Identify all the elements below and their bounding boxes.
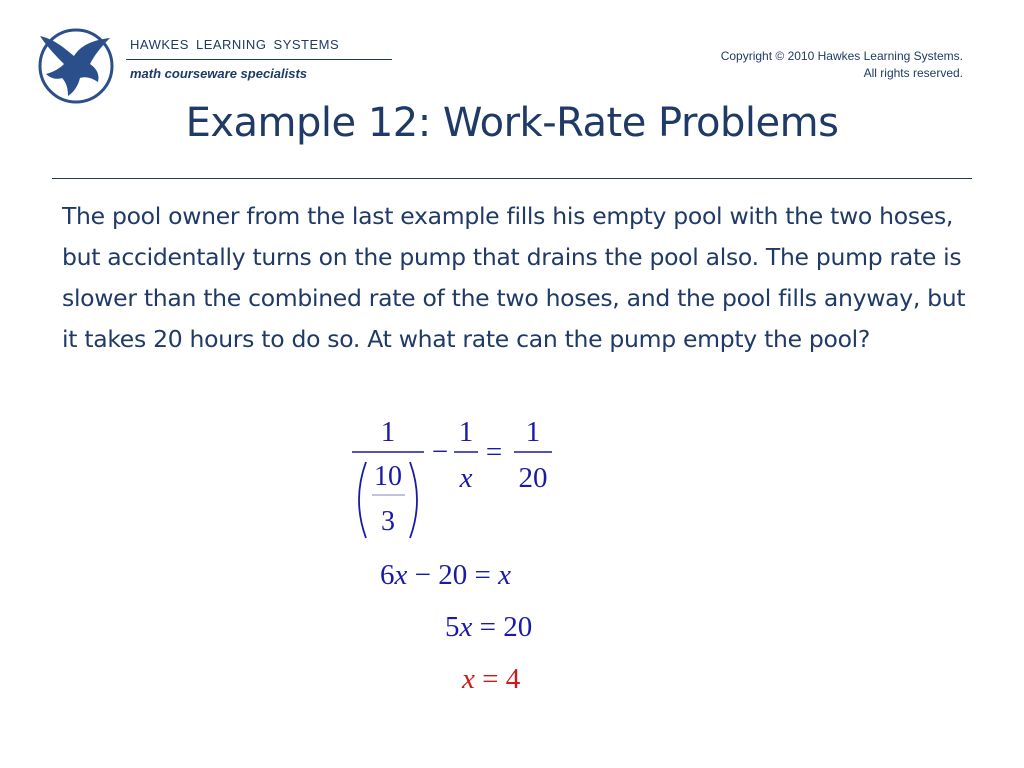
eq1-second-numerator: 1 [458,416,474,448]
answer-variable: x [462,663,475,695]
slide-title: Example 12: Work-Rate Problems [185,100,839,146]
eq3-operator: = 20 [472,611,533,643]
eq3-variable: x [459,611,473,643]
brand-name: HAWKES LEARNING SYSTEMS [130,37,340,52]
eq1-second-denominator: x [459,462,473,494]
eq2-rhs-variable: x [498,559,511,591]
equation-3 [445,611,532,643]
eq3-coefficient: 5 [445,611,460,643]
copyright-line-2: All rights reserved. [863,66,963,80]
right-paren [410,462,417,538]
equation-2 [380,559,511,591]
eq1-minus-sign: − [431,436,449,468]
eq1-right-denominator: 20 [518,462,548,494]
equation-1 [352,416,552,538]
eq2-variable: x [394,559,408,591]
eq1-right-numerator: 1 [525,416,541,448]
copyright-line-1: Copyright © 2010 Hawkes Learning Systems. [720,49,963,63]
eq1-outer-numerator: 1 [380,416,396,448]
eq1-inner-numerator: 10 [374,461,402,492]
answer-value: = 4 [474,663,521,695]
brand-tagline: math courseware specialists [130,66,308,81]
left-paren [359,462,366,538]
eq1-inner-denominator: 3 [381,506,395,537]
eq1-equals-sign: = [485,436,503,468]
eq2-operator: − 20 = [407,559,499,591]
answer-equation [461,663,521,695]
eq2-coefficient: 6 [380,559,395,591]
problem-text: The pool owner from the last example fills his empty pool with the two hoses, but accidentally turns on the pump that drains the pool also. The pump rate is slower than the combined rate of the two hoses, and the pool fills anyway, but it takes 20 hours to do so. At what rate can the pump empty the pool? [62,202,966,353]
